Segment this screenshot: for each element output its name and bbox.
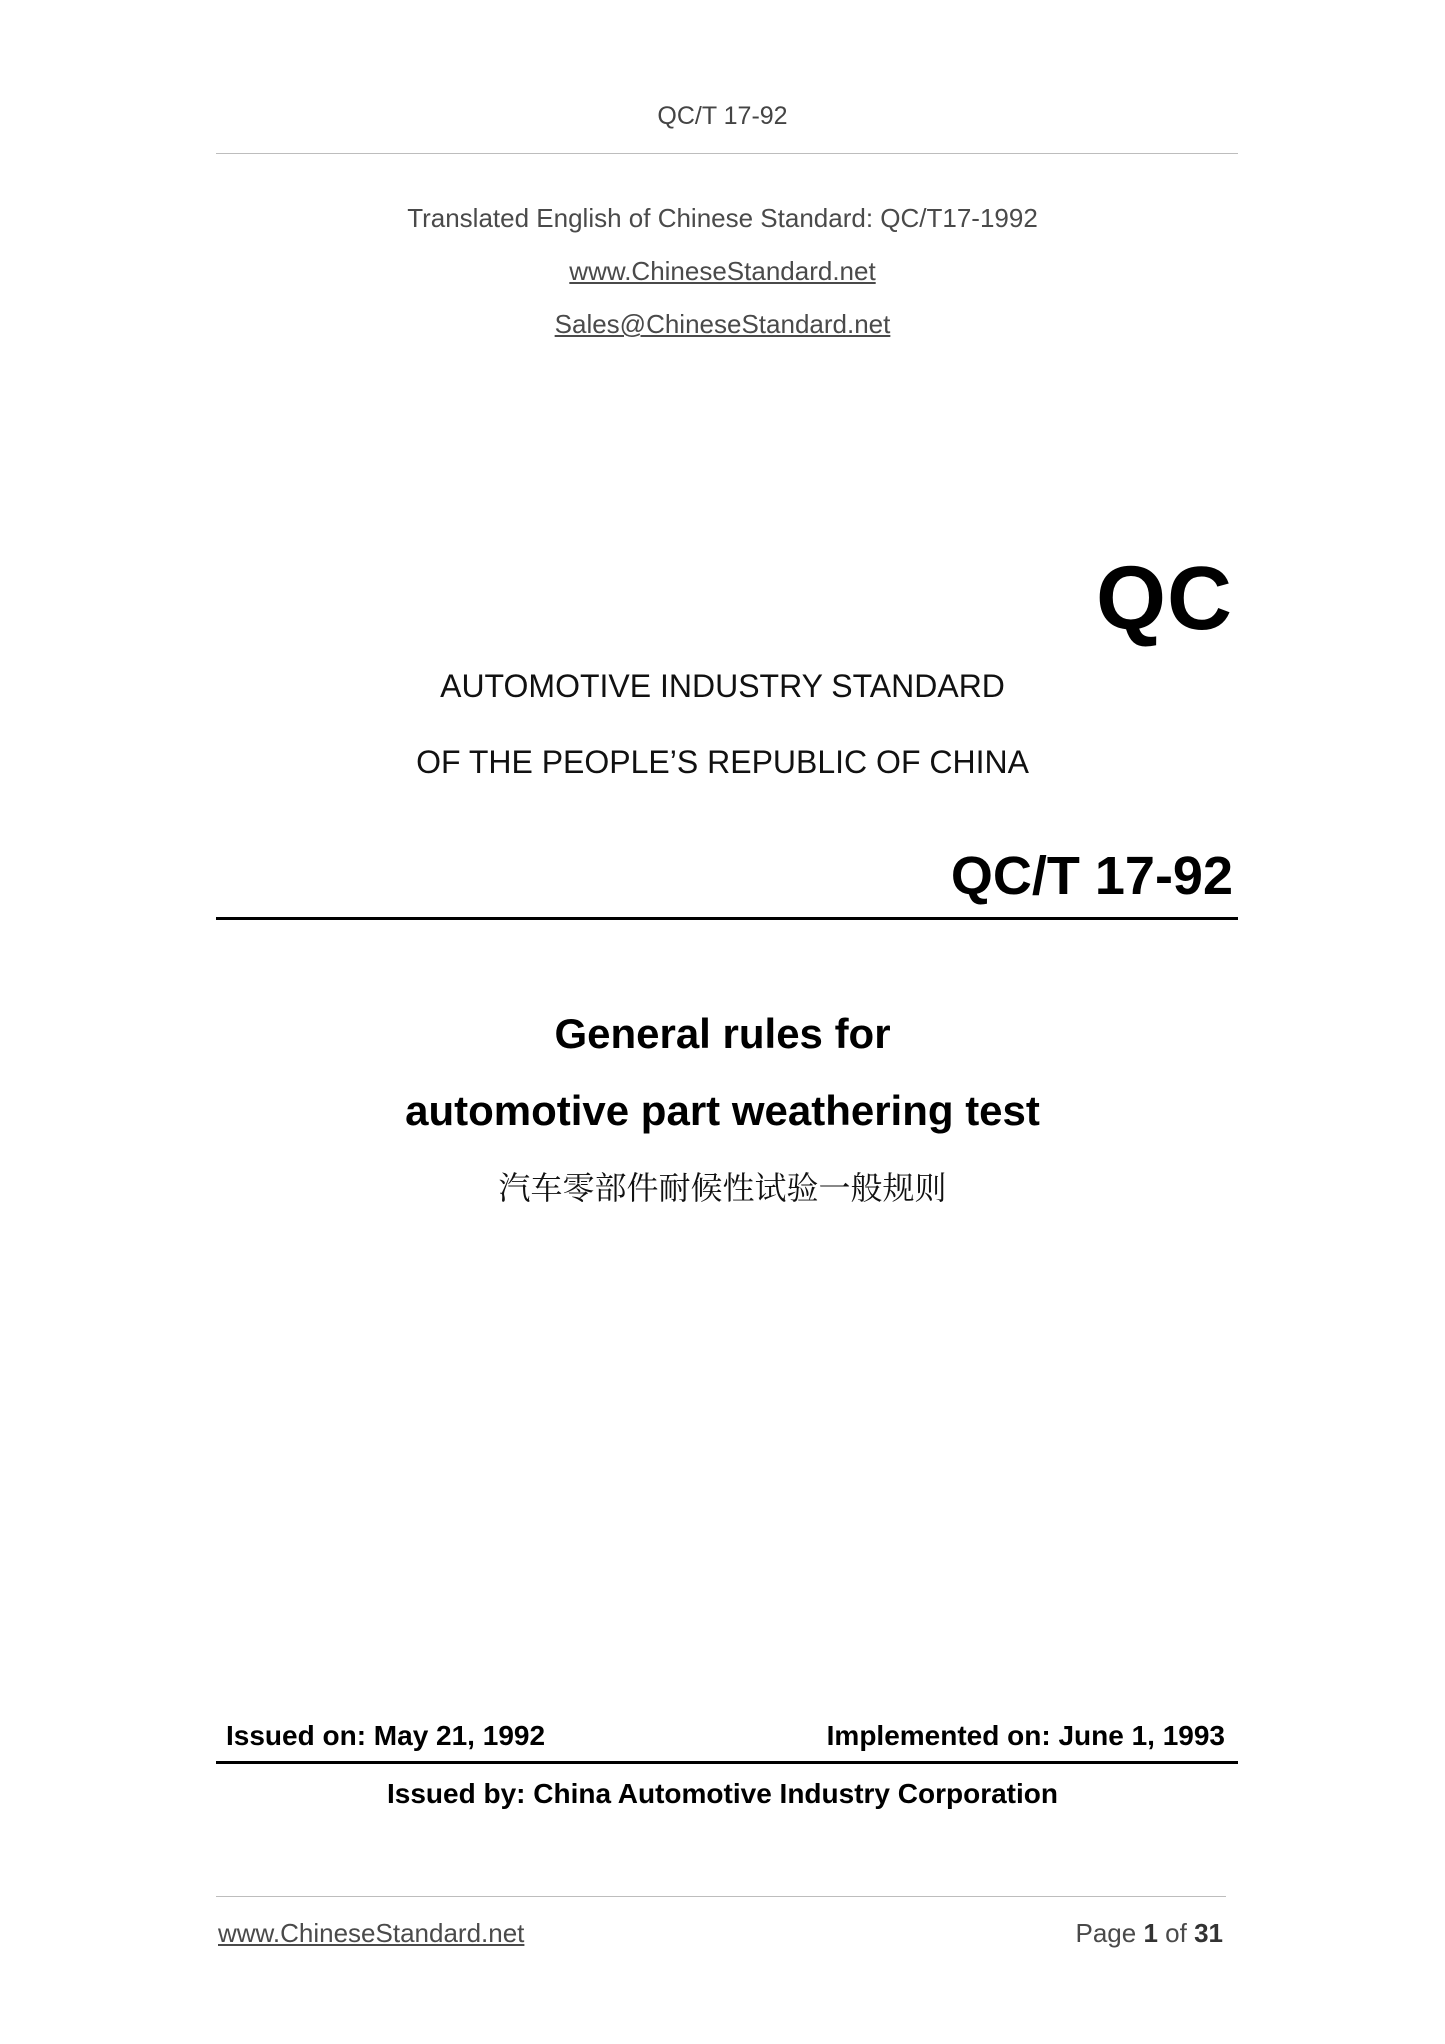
running-header: QC/T 17-92 [657, 102, 788, 130]
issued-by: Issued by: China Automotive Industry Corporation [386, 1778, 1058, 1809]
standard-number: QC/T 17-92 [950, 846, 1233, 906]
title-line-2: automotive part weathering test [405, 1087, 1040, 1134]
website-link-container [0, 256, 1445, 287]
implemented-on-date: Implemented on: June 1, 1993 [826, 1720, 1225, 1751]
dates-divider [216, 1761, 1238, 1764]
translated-notice: Translated English of Chinese Standard: QC/T17-1992 [407, 203, 1038, 233]
website-link[interactable]: www.ChineseStandard.net [569, 256, 876, 286]
chinese-title: 汽车零部件耐候性试验一般规则 [498, 1169, 947, 1207]
footer-website-link[interactable]: www.ChineseStandard.net [218, 1918, 525, 1948]
sales-email-link[interactable]: Sales@ChineseStandard.net [554, 309, 891, 339]
header-divider [216, 153, 1238, 154]
page-of: of [1165, 1918, 1187, 1948]
page-indicator [1075, 1918, 1223, 1949]
title-line-1: General rules for [554, 1010, 891, 1057]
page-prefix: Page [1075, 1918, 1137, 1948]
authority-line-1: AUTOMOTIVE INDUSTRY STANDARD [440, 668, 1005, 704]
page-current: 1 [1143, 1918, 1158, 1948]
issued-on-date: Issued on: May 21, 1992 [226, 1720, 546, 1751]
footer-divider [216, 1896, 1226, 1897]
authority-line-2: OF THE PEOPLE’S REPUBLIC OF CHINA [416, 744, 1029, 780]
standard-number-divider [216, 917, 1238, 920]
sales-email-container [0, 309, 1445, 340]
page-total: 31 [1194, 1918, 1223, 1948]
qc-mark: QC [1096, 549, 1233, 649]
